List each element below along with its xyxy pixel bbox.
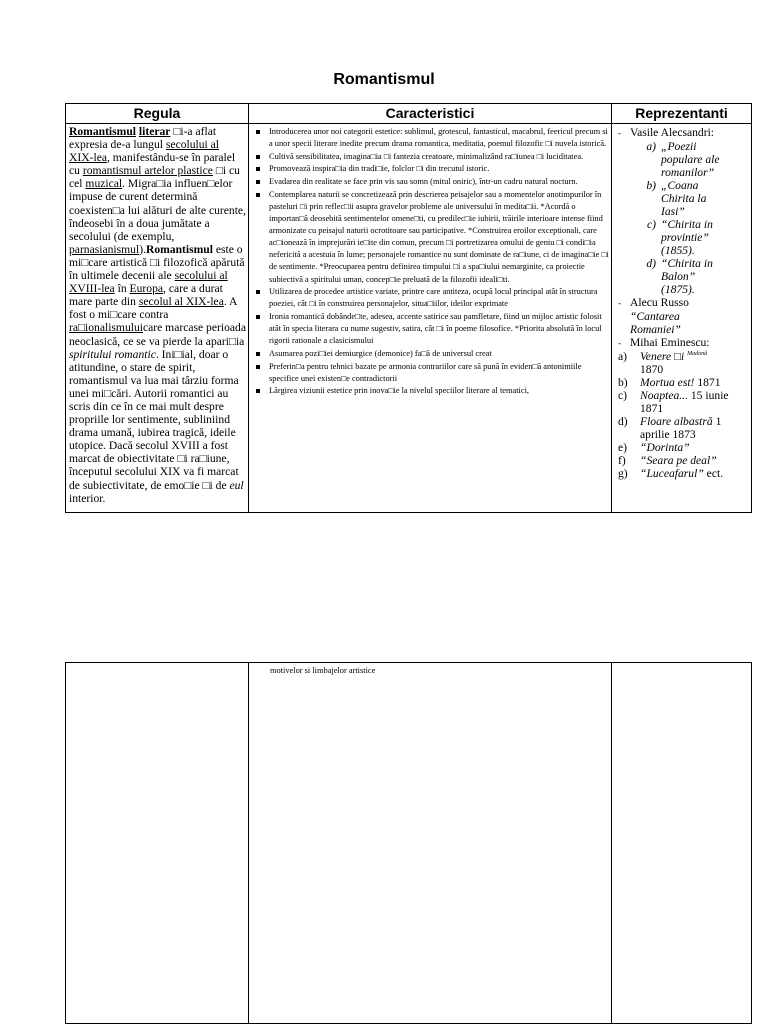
alecsandri-works	[636, 140, 749, 296]
link-rationalismului[interactable]: ra□ionalismului	[69, 321, 143, 335]
list-item: Preferin□a pentru tehnici bazate pe armonia contrariilor care să pună în eviden□ă antonimiile specifice unei existen□e contradictorii	[269, 361, 609, 385]
list-item: Contemplarea naturii se concretizează prin descrierea peisajelor sau a momentelor anotimpurilor în pasteluri □i prin reflec□ii asupra gravelor probleme ale universului în medita□ii. *Acordă o importan□ă deosebită sentimentelor omene□ti, cu predilec□ie iubirii, trăirile interioare intense fiind armonizate cu peisajul naturii ocrotitoare sau participative. *Construirea eroilor exceptionali, care ac□ionează în imprejurări ie□ite din comun, precum □i portretizarea omului de geniu □i condi□ia nefericită a acestuia în lume; personajele romantice nu sunt dominate de ra□iune, ci de imagina□ie □i de sentimente. *Preocuparea pentru definirea timpului □i a spa□iului nemarginite, ca proiectie subiectivă a spiritului uman, concep□ie preluată de la filozofii ideali□ti.	[269, 189, 609, 286]
regula-cell-empty	[66, 663, 249, 1024]
list-item: a) Venere □i $^{Madonă}$ 1870	[618, 350, 708, 376]
link-secolul-xviii[interactable]: secolului al XVIII-lea	[69, 269, 228, 296]
table-row	[66, 663, 752, 1024]
caracteristici-list	[249, 124, 611, 397]
list-item: Lărgirea viziunii estetice prin inova□ie la nivelul speciilor literare al tematici,	[269, 385, 609, 397]
link-romantismul[interactable]: Romantismul	[69, 125, 136, 138]
table-header-row	[66, 104, 752, 124]
list-item: c) Noaptea... 15 iunie 1871	[618, 389, 729, 415]
romanticism-table	[65, 103, 752, 513]
continuation-text: motivelor si limbajelor artistice	[270, 666, 376, 675]
list-item: Cultivă sensibilitatea, imagina□ia □i fantezia creatoare, minimalizând ra□iunea □i luciditatea.	[269, 151, 609, 163]
regula-cell	[66, 124, 249, 513]
author-eminescu: - Mihai Eminescu:	[618, 336, 710, 349]
link-romantismul-artelor-plastice[interactable]: romantismul artelor plastice	[82, 164, 213, 178]
page-title: Romantismul	[333, 71, 435, 88]
reprezentanti-cell	[612, 124, 752, 513]
list-item: a) „Poezii populare ale romanilor”	[646, 140, 720, 179]
list-item: Introducerea unor noi categorii estetice: sublimul, grotescul, fantasticul, macabrul, feericul precum si a unor specii literare inedite precum drama romantica, meditatia, poemul filozofic □i nuvela istorică.	[269, 126, 609, 150]
link-parnasianismul[interactable]: parnasianismul	[69, 242, 140, 256]
list-item: Evadarea din realitate se face prin vis sau somn (mitul oniric), într-un cadru natural nocturn.	[269, 176, 609, 188]
list-item: b) „Coana Chirita la Iasi”	[646, 179, 707, 218]
caracteristici-cell-continued	[249, 663, 612, 1024]
russo-work: “Cantarea Romaniei”	[630, 310, 681, 336]
reprezentanti-cell-empty	[612, 663, 752, 1024]
regula-text: Romantismul literar □i-a aflat expresia de-a lungul secolului al XIX-lea, manifestându-se în paralel cu romantismul artelor plastice □i cu cel muzical. Migra□ia influen□elor impuse de curent determină coexisten□a lui alături de alte curente, îndeosebi în a doua jumătate a secolului (de exemplu, parnasianismul).Romantismul este o mi□care artistică □i filozofică apărută în ultimele decenii ale secolului al XVIII-lea în Europa, care a durat mare parte din secolul al XIX-lea. A fost o mi□care contra ra□ionalismuluicare marcase perioada neoclasică, ce se va pierde la apari□ia spiritului romantic. Ini□ial, doar o atitundine, o stare de spirit, romantismul va lua mai târziu forma unei mi□cări. Autorii romantici au scris din ce în ce mai mult despre propriile lor sentimente, subliniind drama umană, iubirea tragică, ideile utopice. Dacă secolul XVIII a fost marcat de obiectivitate □i ra□iune, începutul secolului XIX va fi marcat de subiectivitate, de emo□ie □i de eul interior.	[69, 125, 246, 505]
list-item: e) “Dorinta”	[618, 441, 690, 454]
author-alecsandri: - Vasile Alecsandri:	[618, 126, 715, 139]
author-russo: - Alecu Russo	[618, 296, 689, 309]
list-item: d) Floare albastră 1 aprilie 1873	[618, 415, 722, 441]
header-reprezentanti: Reprezentanti	[612, 104, 752, 124]
reprezentanti-list	[612, 124, 751, 480]
list-item: d) “Chirita in Balon” (1875).	[646, 257, 713, 296]
link-secolul-xix-2[interactable]: secolul al XIX-lea	[138, 295, 224, 309]
link-muzical[interactable]: muzical	[85, 177, 123, 191]
eminescu-works	[618, 350, 749, 480]
list-item: g) “Luceafarul” ect.	[618, 467, 724, 480]
caracteristici-cell	[249, 124, 612, 513]
romanticism-table-continued	[65, 662, 752, 1024]
link-europa[interactable]: Europa	[129, 282, 164, 296]
list-item: b) Mortua est! 1871	[618, 376, 721, 389]
link-literar[interactable]: literar	[138, 125, 171, 138]
list-item: Promovează inspira□ia din tradi□ie, folclor □i din trecutul istoric.	[269, 163, 609, 175]
header-regula: Regula	[66, 104, 249, 124]
list-item: Utilizarea de procedee artistice variate, printre care antiteza, ocupă locul principal atât în structura poeziei, cât □i în construirea personajelor, situa□iilor, ideilor exprimate	[269, 286, 609, 310]
list-item: Asumarea pozi□iei demiurgice (demonice) fa□ă de universul creat	[269, 348, 609, 360]
table-row	[66, 124, 752, 513]
list-item: c) “Chirita in provintie” (1855).	[646, 218, 713, 257]
list-item: f) “Seara pe deal”	[618, 454, 717, 467]
list-item: Ironia romantică dobânde□te, adesea, accente satirice sau pamfletare, fiind un mijloc artistic folosit atât în specia literara cu nume sugestiv, satira, cât □i în poeme filosofice. *Priorita absolută în locul rigorii rationale a clasicismului	[269, 311, 609, 347]
header-caracteristici: Caracteristici	[249, 104, 612, 124]
link-secolul-xix[interactable]: secolului al XIX-lea	[69, 138, 220, 165]
